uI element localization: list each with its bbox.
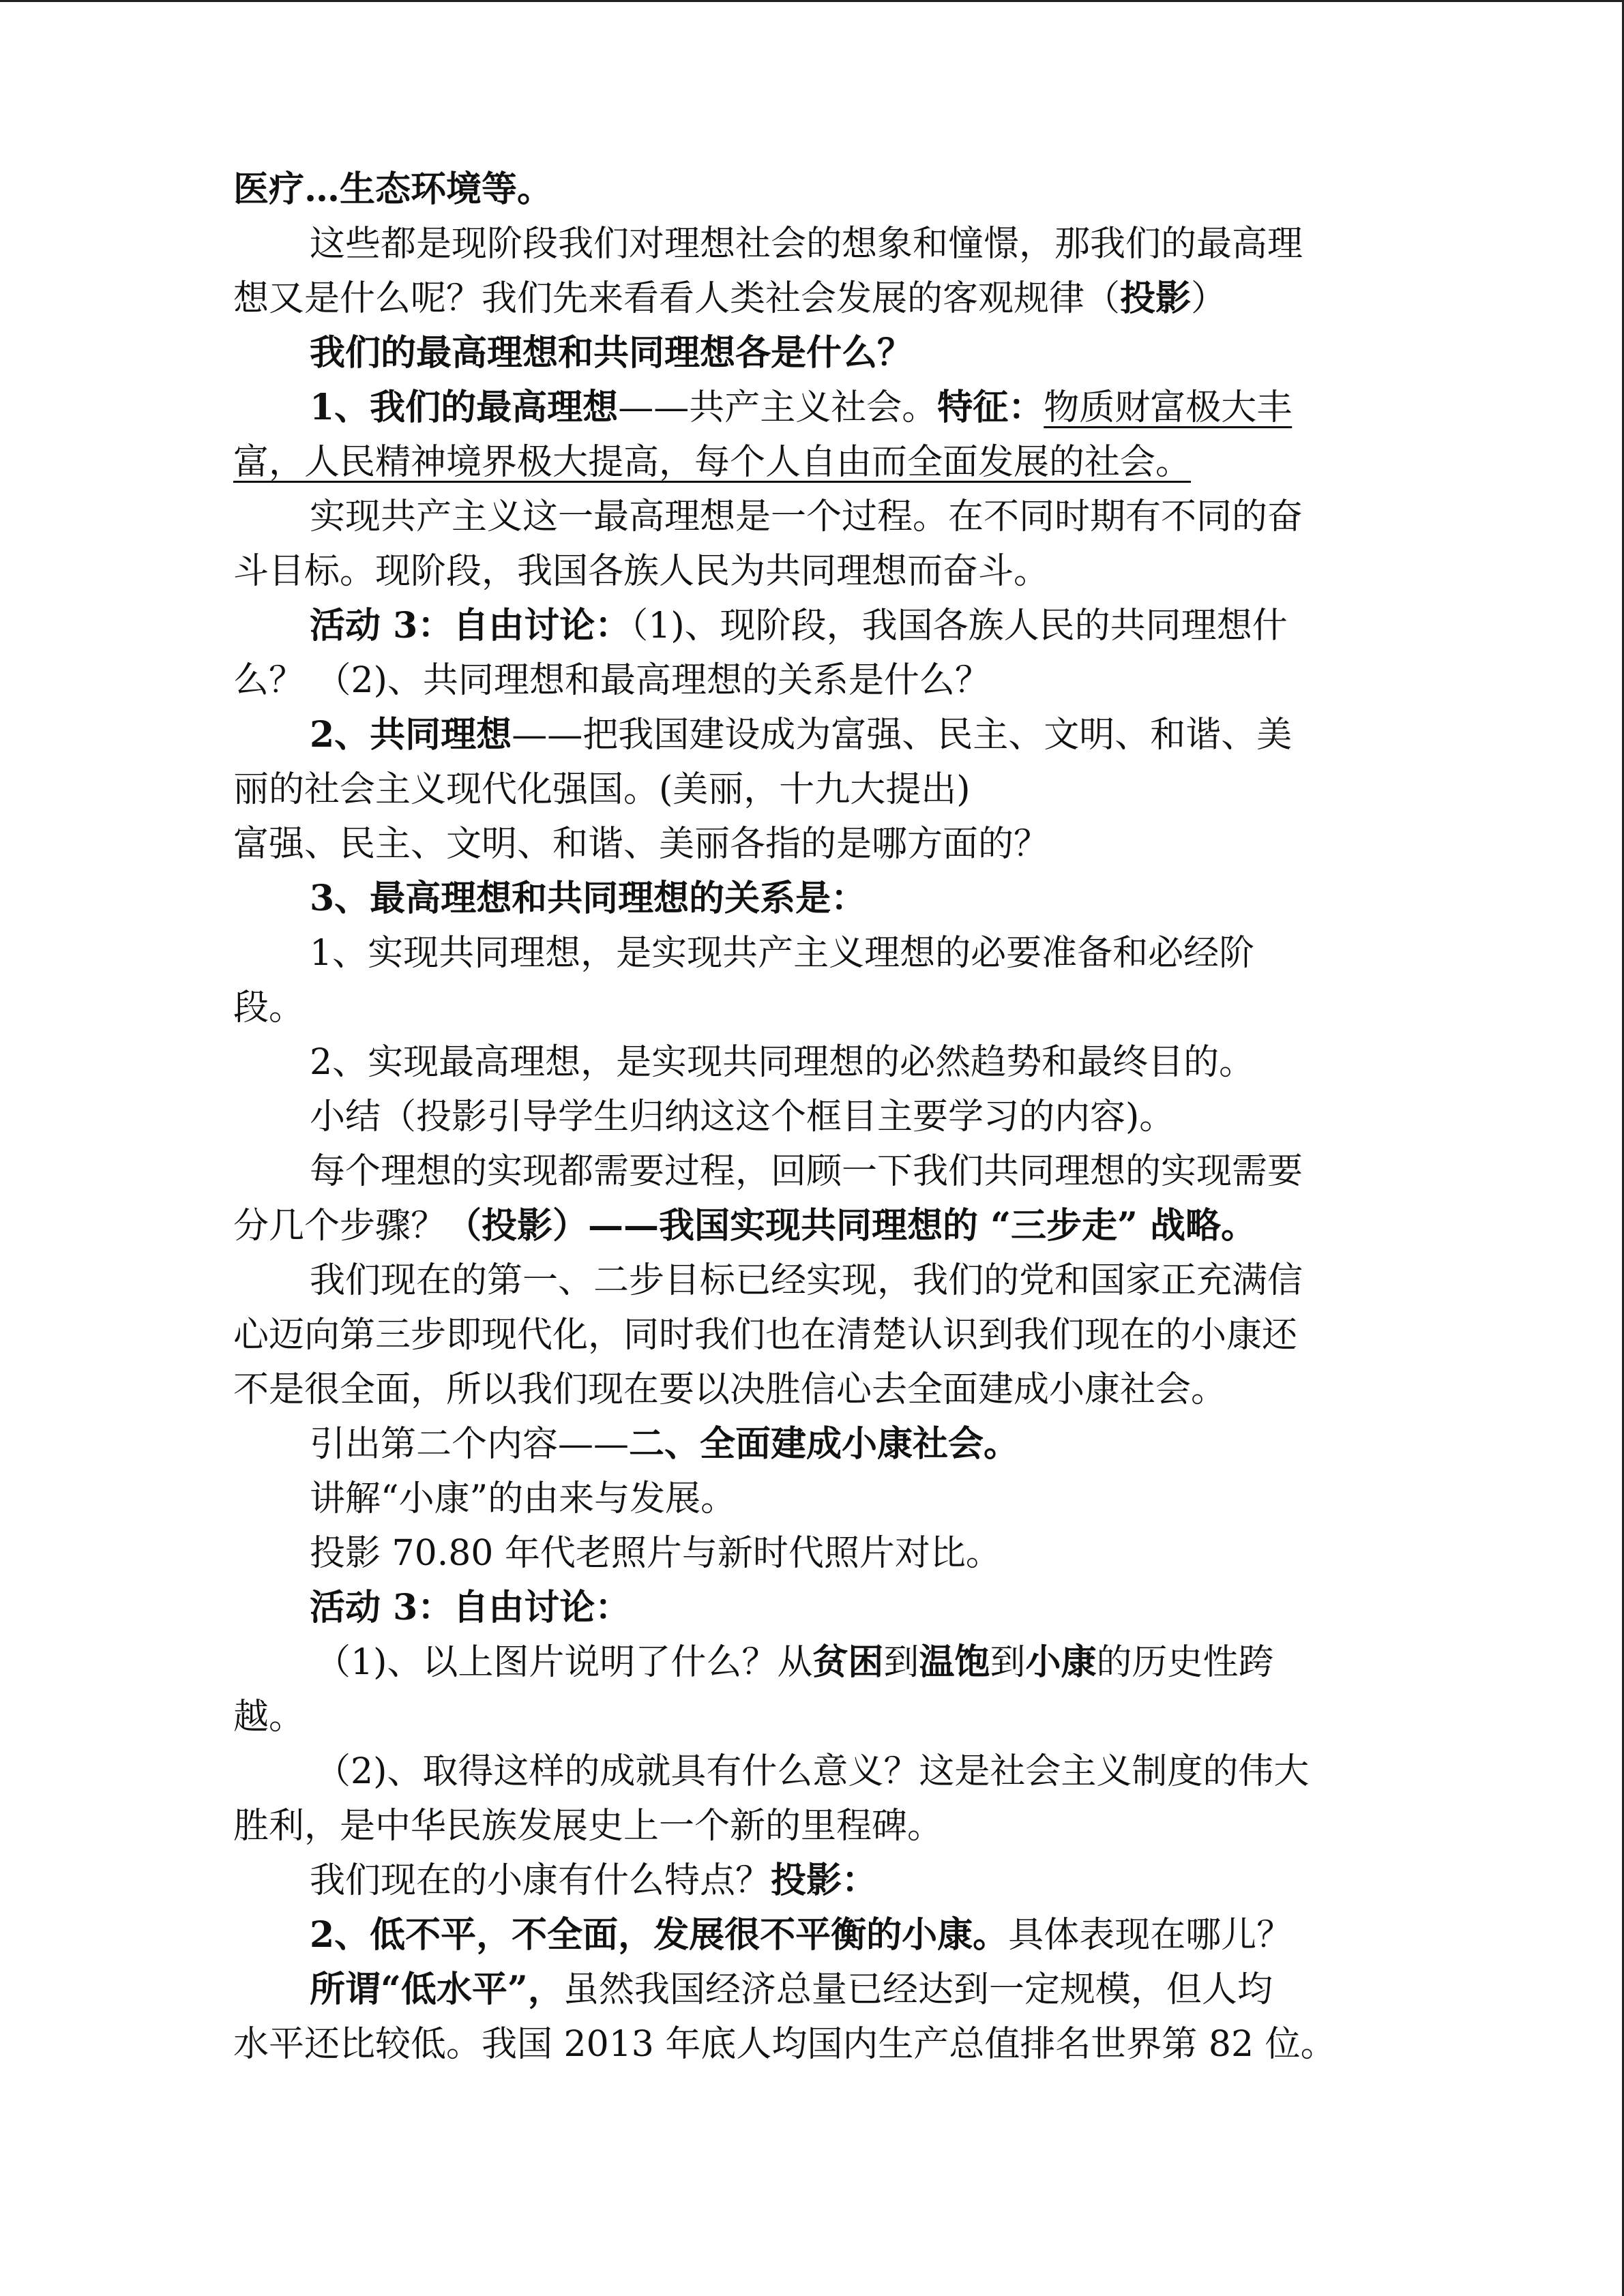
paragraph-line: 心迈向第三步即现代化，同时我们也在清楚认识到我们现在的小康还 (233, 1315, 1298, 1356)
text-run: 分几个步骤？ (233, 1206, 447, 1247)
paragraph-line: 这些都是现阶段我们对理想社会的想象和憧憬，那我们的最高理 (310, 224, 1303, 265)
text-run-bold: 投影： (771, 1860, 878, 1901)
paragraph-line: 投影 70.80 年代老照片与新时代照片对比。 (310, 1533, 1001, 1574)
paragraph-line (233, 1853, 1379, 1908)
text-run: ） (1191, 278, 1227, 319)
text-run: 虽然我国经济总量已经达到一定规模，但人均 (563, 1969, 1273, 2010)
section-question: 我们的最高理想和共同理想各是什么？ (310, 332, 913, 374)
text-run-bold: 贫困 (812, 1641, 884, 1683)
text-run-bold: 二、全面建成小康社会。 (629, 1423, 1020, 1465)
paragraph-line (233, 1417, 1379, 1472)
text-run-bold: 2、共同理想 (310, 714, 512, 756)
text-run: 我们现在的小康有什么特点？ (310, 1860, 771, 1901)
paragraph-line: （2)、取得这样的成就具有什么意义？这是社会主义制度的伟大 (315, 1751, 1310, 1792)
document-body (233, 162, 1379, 2072)
paragraph-line: 胜利，是中华民族发展史上一个新的里程碑。 (233, 1806, 943, 1847)
paragraph-line: 每个理想的实现都需要过程，回顾一下我们共同理想的实现需要 (310, 1151, 1303, 1192)
paragraph-line: 2、实现最高理想，是实现共同理想的必然趋势和最终目的。 (310, 1042, 1255, 1083)
activity-heading: 活动 3：自由讨论： (310, 1587, 631, 1628)
text-run: （1)、现阶段，我国各族人民的共同理想什 (630, 606, 1288, 646)
paragraph-line: 不是很全面，所以我们现在要以决胜信心去全面建成小康社会。 (233, 1369, 1227, 1410)
text-run: 的历史性跨 (1096, 1642, 1274, 1683)
paragraph-line: 1、实现共同理想，是实现共产主义理想的必要准备和必经阶 (310, 933, 1255, 974)
text-run: 到 (883, 1642, 919, 1683)
paragraph-line: 讲解“小康”的由来与发展。 (310, 1478, 737, 1519)
text-run-bold: 投影 (1120, 278, 1192, 319)
paragraph-line: 斗目标。现阶段，我国各族人民为共同理想而奋斗。 (233, 551, 1050, 592)
paragraph-line: 么？ （2)、共同理想和最高理想的关系是什么？ (233, 660, 990, 701)
paragraph-line: 实现共产主义这一最高理想是一个过程。在不同时期有不同的奋 (310, 496, 1303, 537)
text-run: （1)、以上图片说明了什么？从 (315, 1642, 813, 1683)
section-heading: 3、最高理想和共同理想的关系是： (310, 878, 867, 919)
paragraph-line (233, 1199, 1379, 1253)
paragraph-line: 小结（投影引导学生归纳这这个框目主要学习的内容)。 (310, 1097, 1175, 1137)
text-run-bold: 特征： (937, 387, 1044, 428)
paragraph-line: 越。 (233, 1697, 305, 1738)
text-run-bold: 所谓“低水平”， (310, 1969, 563, 2010)
text-run: 具体表现在哪儿？ (1008, 1915, 1293, 1956)
text-run-bold: 2、低不平，不全面，发展很不平衡的小康。 (310, 1914, 1009, 1956)
page-border-top (0, 0, 1624, 2)
paragraph-line (233, 708, 1379, 762)
text-run-underlined: 富，人民精神境界极大提高，每个人自由而全面发展的社会。 (233, 442, 1192, 483)
paragraph-line (233, 1908, 1379, 1963)
paragraph-line: 富强、民主、文明、和谐、美丽各指的是哪方面的？ (233, 824, 1050, 865)
text-run-bold: 温饱 (919, 1641, 990, 1683)
text-run-underlined: 物质财富极大丰 (1044, 387, 1293, 428)
text-run-bold: 活动 3：自由讨论： (310, 605, 631, 646)
paragraph-line (233, 435, 1379, 490)
paragraph-line: 丽的社会主义现代化强国。(美丽，十九大提出) (233, 769, 971, 810)
paragraph-line (233, 381, 1379, 435)
paragraph-line: 医疗…生态环境等。 (233, 168, 553, 210)
paragraph-line (233, 1963, 1379, 2017)
paragraph-line: 段。 (233, 987, 305, 1028)
text-run-bold: （投影）——我国实现共同理想的 “三步走” 战略。 (446, 1205, 1257, 1247)
paragraph-line (233, 1635, 1379, 1690)
text-run: ——共产主义社会。 (618, 387, 938, 428)
text-run: 引出第二个内容—— (310, 1424, 630, 1465)
text-run: 到 (990, 1642, 1026, 1683)
text-run: 想又是什么呢？我们先来看看人类社会发展的客观规律（ (233, 278, 1121, 319)
paragraph-line: 水平还比较低。我国 2013 年底人均国内生产总值排名世界第 82 位。 (233, 2024, 1336, 2065)
paragraph-line (233, 599, 1379, 653)
paragraph-line: 我们现在的第一、二步目标已经实现，我们的党和国家正充满信 (310, 1260, 1303, 1301)
text-run: ——把我国建设成为富强、民主、文明、和谐、美 (512, 715, 1293, 756)
text-run-bold: 1、我们的最高理想 (310, 387, 619, 428)
text-run-bold: 小康 (1025, 1641, 1097, 1683)
paragraph-line (233, 271, 1379, 326)
